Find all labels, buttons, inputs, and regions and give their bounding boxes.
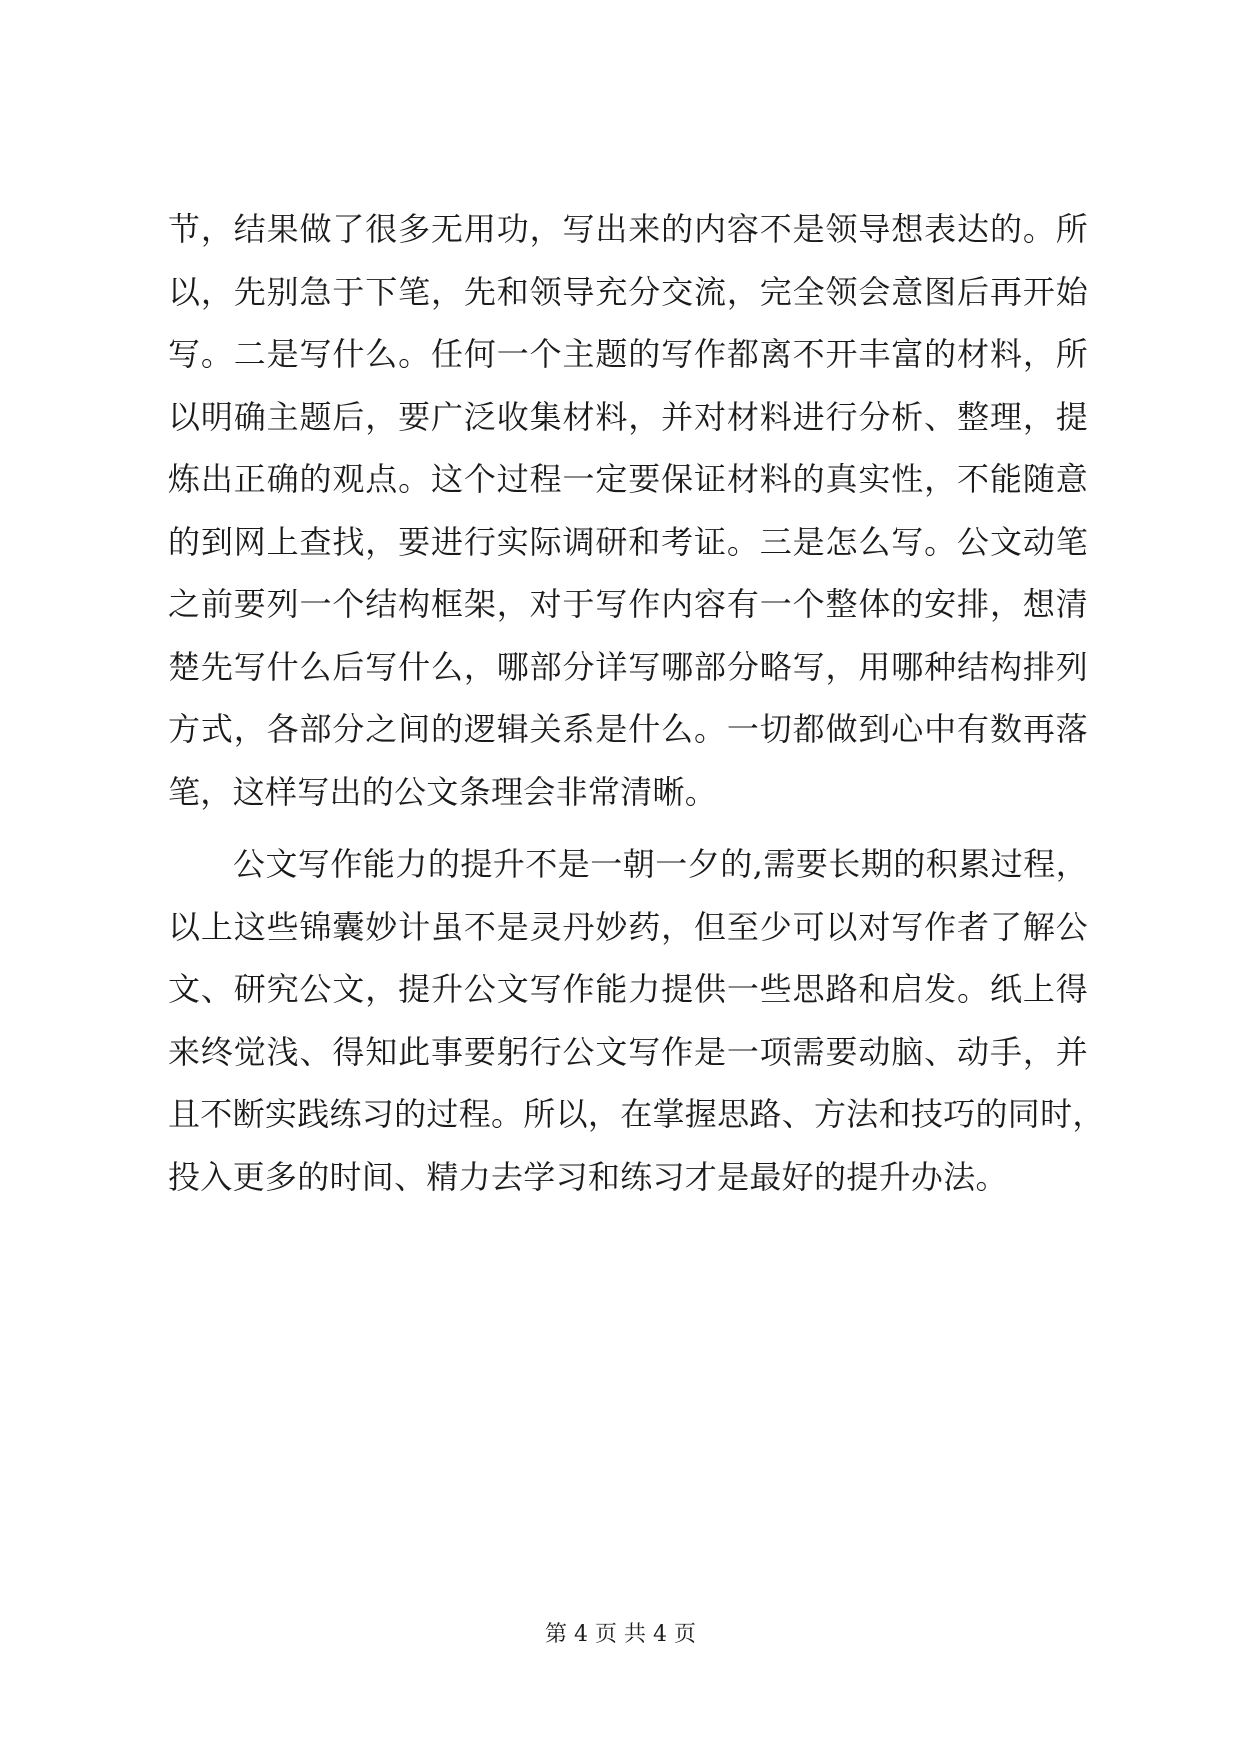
- text-line: 来终觉浅、得知此事要躬行公文写作是一项需要动脑、动手，并: [168, 1032, 1088, 1071]
- paragraph-2: [168, 833, 1105, 1208]
- text-line: 以明确主题后，要广泛收集材料，并对材料进行分析、整理，提: [168, 397, 1088, 436]
- text-line: 节，结果做了很多无用功，写出来的内容不是领导想表达的。所: [168, 210, 1088, 248]
- text-line: 楚先写什么后写什么，哪部分详写哪部分略写，用哪种结构排列: [168, 647, 1088, 686]
- text-line: 以，先别急于下笔，先和领导充分交流，完全领会意图后再开始: [168, 272, 1088, 311]
- text-line: 公文写作能力的提升不是一朝一夕的,需要长期的积累过程，: [168, 845, 1088, 883]
- document-body: [168, 198, 1105, 1208]
- text-line: 的到网上查找，要进行实际调研和考证。三是怎么写。公文动笔: [168, 522, 1088, 561]
- text-line: 投入更多的时间、精力去学习和练习才是最好的提升办法。: [168, 1157, 1008, 1196]
- text-line: 炼出正确的观点。这个过程一定要保证材料的真实性，不能随意: [168, 460, 1088, 498]
- text-line: 且不断实践练习的过程。所以，在掌握思路、方法和技巧的同时，: [168, 1095, 1105, 1133]
- text-line: 以上这些锦囊妙计虽不是灵丹妙药，但至少可以对写作者了解公: [168, 907, 1088, 946]
- page-number-footer: 第 4 页 共 4 页: [545, 1622, 696, 1647]
- text-line: 方式，各部分之间的逻辑关系是什么。一切都做到心中有数再落: [168, 710, 1088, 748]
- text-line: 之前要列一个结构框架，对于写作内容有一个整体的安排，想清: [168, 585, 1088, 623]
- text-line: 笔，这样写出的公文条理会非常清晰。: [168, 772, 718, 811]
- paragraph-1: [168, 198, 1088, 823]
- text-line: 写。二是写什么。任何一个主题的写作都离不开丰富的材料，所: [168, 335, 1088, 373]
- text-line: 文、研究公文，提升公文写作能力提供一些思路和启发。纸上得: [168, 970, 1088, 1008]
- paragraph-spacer: [168, 823, 1088, 833]
